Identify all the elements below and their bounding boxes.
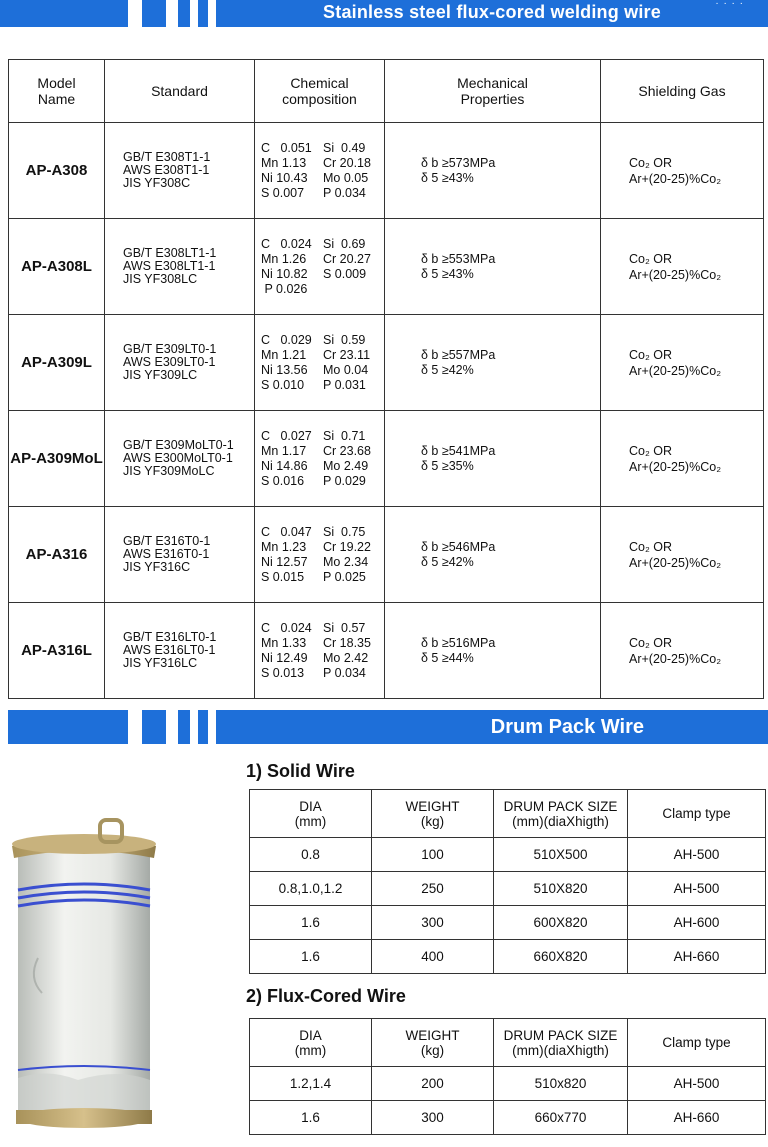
chem-element: Si 0.59 (323, 332, 366, 347)
banner-bar (8, 710, 128, 744)
header-label: DRUM PACK SIZE (mm)(diaXhigth) (503, 798, 618, 829)
mechanical-cell (385, 507, 601, 603)
table-cell: 300 (372, 1101, 494, 1135)
chem-element: Cr 20.18 (323, 155, 371, 170)
mechanical-cell (385, 219, 601, 315)
spec-row (9, 603, 764, 699)
chem-element: Mo 2.49 (323, 458, 369, 473)
drum-title-text: Drum Pack Wire (490, 716, 644, 738)
header-label: Chemical composition (282, 75, 357, 107)
header-weight (372, 790, 494, 838)
chem-line (261, 474, 383, 489)
chem-element: C 0.047 (261, 524, 312, 539)
flux-wire-table (249, 1018, 766, 1135)
table-cell: 100 (372, 838, 494, 872)
top-banner (0, 0, 768, 27)
chem-element: P 0.031 (323, 377, 366, 392)
chem-element: S 0.015 (261, 569, 305, 584)
standard-cell (105, 219, 255, 315)
chem-element: Si 0.49 (323, 140, 366, 155)
chem-element: Mn 1.13 (261, 155, 307, 170)
mech-line: δ 5 ≥44% (421, 650, 474, 665)
mech-line: δ 5 ≥35% (421, 458, 474, 473)
header-weight (372, 1019, 494, 1067)
standard-line: GB/T E316LT0-1 (123, 630, 217, 644)
chem-element: Si 0.69 (323, 236, 366, 251)
chem-line (261, 444, 383, 459)
model-name: AP-A308 (9, 123, 105, 219)
chem-element: Mo 2.34 (323, 554, 369, 569)
gas-cell (601, 219, 764, 315)
header-label: WEIGHT (kg) (405, 1027, 460, 1058)
chemical-cell (255, 411, 385, 507)
gas-line: Co₂ OR (629, 155, 673, 170)
gas-line: Co₂ OR (629, 347, 673, 362)
chem-line (261, 570, 383, 585)
table-cell: 0.8 (250, 838, 372, 872)
gas-cell (601, 411, 764, 507)
drum-title (216, 710, 768, 744)
table-cell: AH-600 (628, 906, 766, 940)
chem-element: Cr 19.22 (323, 539, 371, 554)
table-cell: 510x820 (494, 1067, 628, 1101)
gas-line: Ar+(20-25)%Co₂ (629, 363, 722, 378)
header-dia (250, 1019, 372, 1067)
table-cell: 1.6 (250, 906, 372, 940)
gas-line: Ar+(20-25)%Co₂ (629, 171, 722, 186)
chem-element: C 0.029 (261, 332, 312, 347)
header-size (494, 790, 628, 838)
gas-cell (601, 315, 764, 411)
standard-line: GB/T E309LT0-1 (123, 342, 217, 356)
chem-element: Cr 20.27 (323, 251, 371, 266)
header-label: Standard (151, 83, 208, 99)
standard-line: AWS E300MoLT0-1 (123, 451, 233, 465)
chem-element: S 0.007 (261, 185, 305, 200)
standard-line: AWS E316LT0-1 (123, 643, 216, 657)
chem-element: Ni 12.57 (261, 554, 308, 569)
mech-line: δ 5 ≥43% (421, 170, 474, 185)
mech-line: δ b ≥516MPa (421, 635, 496, 650)
flux-header-row (250, 1019, 766, 1067)
gas-line: Ar+(20-25)%Co₂ (629, 555, 722, 570)
header-size (494, 1019, 628, 1067)
table-row (250, 838, 766, 872)
mechanical-cell (385, 123, 601, 219)
chem-element: Ni 10.43 (261, 170, 308, 185)
table-cell: 0.8,1.0,1.2 (250, 872, 372, 906)
table-cell: 300 (372, 906, 494, 940)
table-row (250, 1067, 766, 1101)
header-standard (105, 60, 255, 123)
header-label: Clamp type (662, 1035, 731, 1050)
header-label: DRUM PACK SIZE (mm)(diaXhigth) (503, 1027, 618, 1058)
table-cell: 200 (372, 1067, 494, 1101)
header-clamp (628, 790, 766, 838)
mech-line: δ b ≥541MPa (421, 443, 496, 458)
chem-element: C 0.024 (261, 620, 312, 635)
header-label: Shielding Gas (638, 83, 726, 99)
standard-cell (105, 603, 255, 699)
chem-line (261, 363, 383, 378)
standard-cell (105, 411, 255, 507)
header-label: DIA (mm) (294, 798, 327, 829)
chem-line (261, 267, 383, 282)
spec-row (9, 219, 764, 315)
table-cell: 1.6 (250, 940, 372, 974)
table-cell: 250 (372, 872, 494, 906)
gas-line: Co₂ OR (629, 443, 673, 458)
mechanical-cell (385, 603, 601, 699)
table-cell: AH-500 (628, 872, 766, 906)
chemical-cell (255, 603, 385, 699)
standard-line: GB/T E316T0-1 (123, 534, 211, 548)
chem-element: S 0.010 (261, 377, 305, 392)
standard-line: JIS YF308LC (123, 272, 198, 286)
table-row (250, 940, 766, 974)
chem-element: Si 0.75 (323, 524, 366, 539)
chem-element: C 0.051 (261, 140, 312, 155)
page-title (216, 0, 768, 27)
chem-element: C 0.024 (261, 236, 312, 251)
standard-line: JIS YF316LC (123, 656, 198, 670)
standard-line: AWS E308T1-1 (123, 163, 210, 177)
banner-dots: · · · · (715, 0, 744, 9)
table-row (250, 906, 766, 940)
gas-line: Co₂ OR (629, 539, 673, 554)
banner-bar (142, 0, 166, 27)
table-cell: 510X820 (494, 872, 628, 906)
chem-line (261, 555, 383, 570)
model-name: AP-A316 (9, 507, 105, 603)
header-label: Model Name (37, 75, 76, 107)
chem-line (261, 621, 383, 636)
model-name: AP-A308L (9, 219, 105, 315)
chem-element: P 0.034 (323, 185, 366, 200)
chem-line (261, 282, 383, 297)
chem-element: P 0.029 (323, 473, 366, 488)
gas-cell (601, 603, 764, 699)
solid-wire-heading: 1) Solid Wire (246, 761, 355, 781)
spec-row (9, 507, 764, 603)
header-clamp (628, 1019, 766, 1067)
standard-cell (105, 315, 255, 411)
mech-line: δ b ≥546MPa (421, 539, 496, 554)
gas-line: Ar+(20-25)%Co₂ (629, 459, 722, 474)
chem-element: P 0.026 (261, 281, 308, 296)
standard-line: GB/T E308LT1-1 (123, 246, 217, 260)
table-cell: 660X820 (494, 940, 628, 974)
chem-line (261, 525, 383, 540)
chem-element: Ni 14.86 (261, 458, 308, 473)
chem-element: Mo 2.42 (323, 650, 369, 665)
chem-element: Cr 23.11 (323, 347, 371, 362)
table-cell: AH-500 (628, 838, 766, 872)
chem-element: Mn 1.26 (261, 251, 307, 266)
table-cell: 1.6 (250, 1101, 372, 1135)
header-mechanical (385, 60, 601, 123)
chemical-cell (255, 315, 385, 411)
mechanical-cell (385, 411, 601, 507)
chem-element: P 0.025 (323, 569, 366, 584)
chemical-cell (255, 219, 385, 315)
table-cell: AH-660 (628, 1101, 766, 1135)
chem-element: S 0.016 (261, 473, 305, 488)
chem-element: P 0.034 (323, 665, 366, 680)
chem-element: Ni 13.56 (261, 362, 308, 377)
page-title-text: Stainless steel flux-cored welding wire (323, 2, 661, 22)
gas-line: Ar+(20-25)%Co₂ (629, 651, 722, 666)
mech-line: δ 5 ≥42% (421, 554, 474, 569)
table-cell: 400 (372, 940, 494, 974)
banner-bar (142, 710, 166, 744)
chem-line (261, 459, 383, 474)
mech-line: δ b ≥557MPa (421, 347, 496, 362)
chem-line (261, 252, 383, 267)
header-chemical (255, 60, 385, 123)
chem-element: Cr 23.68 (323, 443, 371, 458)
table-cell: 510X500 (494, 838, 628, 872)
standard-line: AWS E309LT0-1 (123, 355, 216, 369)
chem-line (261, 540, 383, 555)
chem-line (261, 636, 383, 651)
standard-line: GB/T E309MoLT0-1 (123, 438, 234, 452)
table-cell: 600X820 (494, 906, 628, 940)
solid-header-row (250, 790, 766, 838)
header-gas (601, 60, 764, 123)
gas-cell (601, 507, 764, 603)
header-label: Mechanical Properties (457, 75, 528, 107)
spec-header-row (9, 60, 764, 123)
gas-line: Co₂ OR (629, 635, 673, 650)
chem-element: Cr 18.35 (323, 635, 371, 650)
standard-cell (105, 123, 255, 219)
flux-wire-heading: 2) Flux-Cored Wire (246, 986, 406, 1006)
header-model (9, 60, 105, 123)
drum-pack-image (8, 818, 160, 1140)
banner-bar (198, 0, 208, 27)
chem-line (261, 429, 383, 444)
table-cell: AH-660 (628, 940, 766, 974)
mech-line: δ b ≥553MPa (421, 251, 496, 266)
banner-bar (178, 0, 190, 27)
solid-wire-table (249, 789, 766, 974)
standard-cell (105, 507, 255, 603)
chem-element: Mo 0.05 (323, 170, 369, 185)
chem-line (261, 237, 383, 252)
spec-row (9, 123, 764, 219)
chem-line (261, 666, 383, 681)
standard-line: JIS YF308C (123, 176, 191, 190)
chem-line (261, 348, 383, 363)
spec-row (9, 315, 764, 411)
chem-element: Ni 10.82 (261, 266, 308, 281)
chem-line (261, 186, 383, 201)
gas-line: Ar+(20-25)%Co₂ (629, 267, 722, 282)
chem-line (261, 333, 383, 348)
chem-element: Mn 1.17 (261, 443, 307, 458)
chem-line (261, 156, 383, 171)
standard-line: JIS YF316C (123, 560, 191, 574)
banner-bar (198, 710, 208, 744)
header-dia (250, 790, 372, 838)
stainless-spec-table (8, 59, 764, 699)
table-cell: AH-500 (628, 1067, 766, 1101)
table-row (250, 1101, 766, 1135)
chem-element: Mn 1.21 (261, 347, 307, 362)
gas-line: Co₂ OR (629, 251, 673, 266)
chem-element: Mo 0.04 (323, 362, 369, 377)
chem-element: Si 0.57 (323, 620, 366, 635)
model-name: AP-A316L (9, 603, 105, 699)
header-label: Clamp type (662, 806, 731, 821)
model-name: AP-A309MoL (9, 411, 105, 507)
banner-bar (0, 0, 128, 27)
chemical-cell (255, 123, 385, 219)
banner-bar (178, 710, 190, 744)
gas-cell (601, 123, 764, 219)
table-cell: 1.2,1.4 (250, 1067, 372, 1101)
standard-line: JIS YF309LC (123, 368, 198, 382)
standard-line: JIS YF309MoLC (123, 464, 215, 478)
table-row (250, 872, 766, 906)
standard-line: GB/T E308T1-1 (123, 150, 211, 164)
mech-line: δ 5 ≥43% (421, 266, 474, 281)
standard-line: AWS E308LT1-1 (123, 259, 216, 273)
chem-element: C 0.027 (261, 428, 312, 443)
mech-line: δ b ≥573MPa (421, 155, 496, 170)
header-label: WEIGHT (kg) (405, 798, 460, 829)
chem-line (261, 171, 383, 186)
chem-element: Si 0.71 (323, 428, 366, 443)
mech-line: δ 5 ≥42% (421, 362, 474, 377)
spec-row (9, 411, 764, 507)
chem-element: Mn 1.23 (261, 539, 307, 554)
chem-element: S 0.013 (261, 665, 305, 680)
chem-element: S 0.009 (323, 266, 367, 281)
chemical-cell (255, 507, 385, 603)
table-cell: 660x770 (494, 1101, 628, 1135)
chem-line (261, 651, 383, 666)
chem-line (261, 378, 383, 393)
standard-line: AWS E316T0-1 (123, 547, 210, 561)
chem-element: Ni 12.49 (261, 650, 308, 665)
header-label: DIA (mm) (294, 1027, 327, 1058)
mechanical-cell (385, 315, 601, 411)
drum-banner (0, 710, 768, 744)
chem-element: Mn 1.33 (261, 635, 307, 650)
model-name: AP-A309L (9, 315, 105, 411)
chem-line (261, 141, 383, 156)
